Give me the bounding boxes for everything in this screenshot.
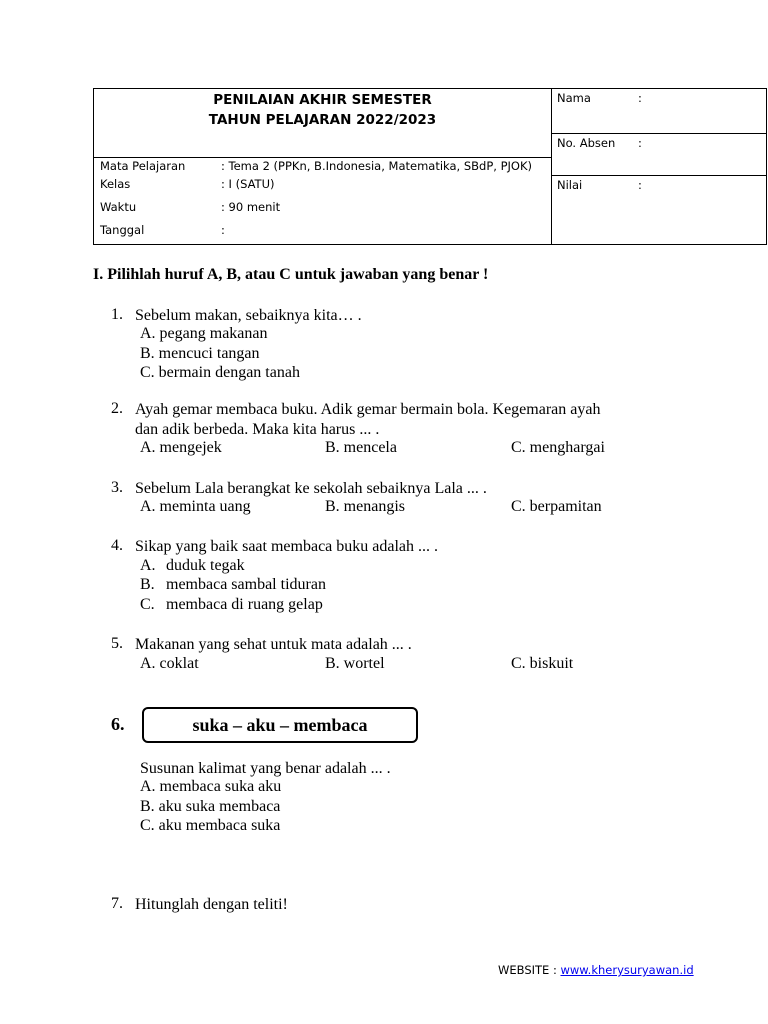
- question-text: Makanan yang sehat untuk mata adalah ... .: [135, 636, 412, 653]
- absen-field: :: [638, 136, 642, 150]
- option-b: B. mencela: [325, 439, 397, 456]
- website-link[interactable]: www.kherysuryawan.id: [560, 963, 694, 977]
- school-year: TAHUN PELAJARAN 2022/2023: [208, 112, 437, 128]
- question-number: 2.: [111, 400, 123, 417]
- option-b: membaca sambal tiduran: [166, 576, 326, 593]
- question-number: 6.: [111, 714, 125, 734]
- option-a: duduk tegak: [166, 557, 245, 574]
- option-c: C. biskuit: [511, 655, 574, 672]
- value-subject: : Tema 2 (PPKn, B.Indonesia, Matematika, SBdP, PJOK): [221, 159, 532, 173]
- question-text: Sebelum Lala berangkat ke sekolah sebaiknya Lala ... .: [135, 480, 487, 497]
- option-b: B. aku suka membaca: [140, 798, 281, 815]
- table-divider: [551, 133, 767, 134]
- option-a: A. membaca suka aku: [140, 778, 282, 795]
- value-class: : I (SATU): [221, 177, 275, 191]
- table-divider: [551, 175, 767, 176]
- option-a-letter: A.: [140, 557, 156, 574]
- exam-header-table: [93, 88, 767, 245]
- question-number: 1.: [111, 306, 123, 323]
- option-c: C. aku membaca suka: [140, 817, 281, 834]
- label-time: Waktu: [100, 200, 137, 214]
- label-score: Nilai: [557, 178, 583, 192]
- label-absen: No. Absen: [557, 136, 616, 150]
- option-c: C. menghargai: [511, 439, 605, 456]
- question-text: Sikap yang baik saat membaca buku adalah ... .: [135, 538, 439, 555]
- table-divider: [551, 89, 552, 244]
- question-text: Susunan kalimat yang benar adalah ... .: [140, 760, 391, 777]
- option-a: A. mengejek: [140, 439, 222, 456]
- label-subject: Mata Pelajaran: [100, 159, 186, 173]
- option-a: A. pegang makanan: [140, 325, 268, 342]
- score-field: :: [638, 178, 642, 192]
- option-c-letter: C.: [140, 596, 155, 613]
- question-number: 5.: [111, 635, 123, 652]
- label-date: Tanggal: [100, 223, 145, 237]
- option-b: B. mencuci tangan: [140, 345, 260, 362]
- table-divider: [94, 157, 551, 158]
- label-name: Nama: [557, 91, 591, 105]
- name-field: :: [638, 91, 642, 105]
- option-c: C. berpamitan: [511, 498, 602, 515]
- option-b: B. wortel: [325, 655, 385, 672]
- footer: [498, 963, 694, 977]
- question-number: 4.: [111, 537, 123, 554]
- question-text: Hitunglah dengan teliti!: [135, 896, 288, 913]
- question-number: 7.: [111, 895, 123, 912]
- value-time: : 90 menit: [221, 200, 281, 214]
- word-scramble-box: suka – aku – membaca: [142, 707, 418, 743]
- option-b-letter: B.: [140, 576, 155, 593]
- option-b: B. menangis: [325, 498, 405, 515]
- option-c: membaca di ruang gelap: [166, 596, 323, 613]
- option-a: A. coklat: [140, 655, 199, 672]
- question-number: 3.: [111, 479, 123, 496]
- option-a: A. meminta uang: [140, 498, 251, 515]
- question-text: Ayah gemar membaca buku. Adik gemar bermain bola. Kegemaran ayah: [135, 401, 601, 418]
- question-text-cont: dan adik berbeda. Maka kita harus ... .: [135, 421, 380, 438]
- option-c: C. bermain dengan tanah: [140, 364, 300, 381]
- section-instruction: I. Pilihlah huruf A, B, atau C untuk jawaban yang benar !: [93, 266, 489, 283]
- question-text: Sebelum makan, sebaiknya kita… .: [135, 307, 362, 324]
- exam-title: PENILAIAN AKHIR SEMESTER: [213, 92, 432, 108]
- value-date: :: [221, 223, 225, 237]
- label-class: Kelas: [100, 177, 131, 191]
- footer-label: WEBSITE :: [498, 963, 561, 977]
